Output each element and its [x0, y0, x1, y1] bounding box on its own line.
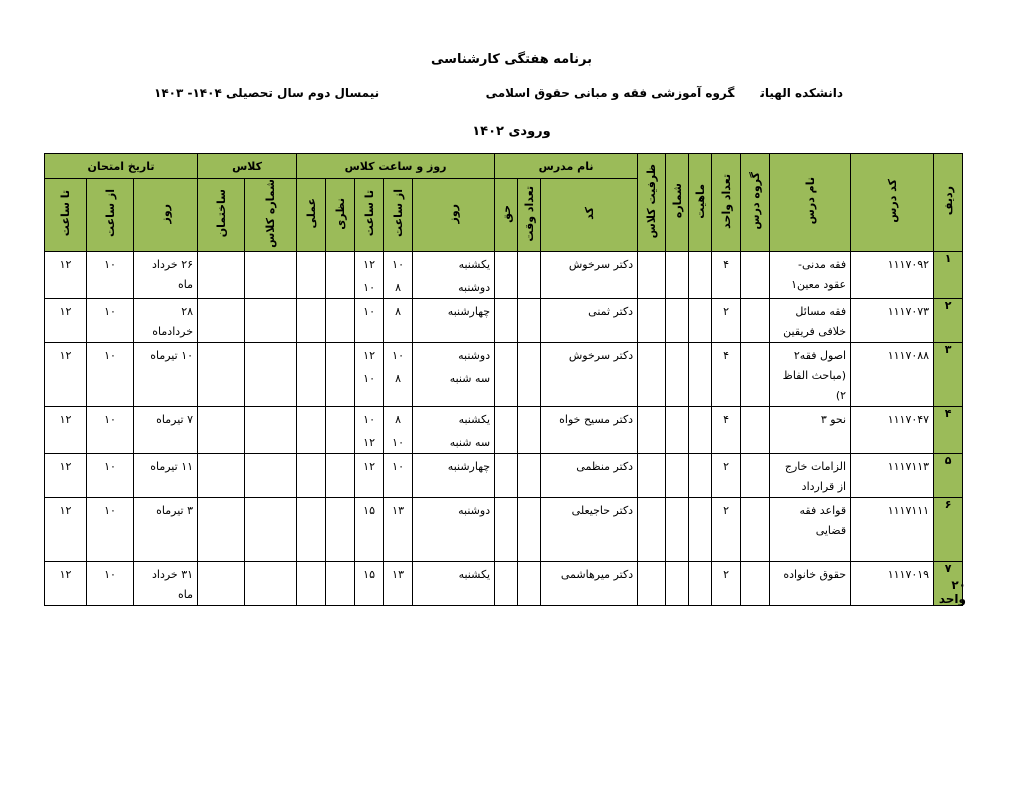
theory-cell — [326, 498, 355, 562]
course-code-text: ۱۱۱۷۰۸۸ — [887, 349, 930, 362]
col-practical: عملی — [297, 179, 326, 252]
class-from-time: ۱۳ — [392, 504, 404, 517]
instructor-text: دکتر حاجیعلی — [571, 504, 634, 517]
class-to — [355, 498, 384, 562]
room-no-cell — [245, 252, 297, 299]
instructor — [541, 498, 638, 562]
theory-cell — [326, 407, 355, 454]
schedule-table — [44, 153, 963, 606]
col-a-cell — [689, 252, 712, 299]
col-code: کد درس — [851, 154, 934, 252]
instructor-units-cell — [518, 252, 541, 299]
exam-date — [134, 299, 198, 343]
exam-date-text: ۲۸ خردادماه — [152, 305, 194, 338]
col-b-cell — [666, 562, 689, 606]
col-exam-date: روز — [134, 179, 198, 252]
course-group — [741, 562, 770, 606]
class-from-time: ۱۰ — [392, 258, 404, 271]
exam-to-text: ۱۲ — [59, 305, 72, 318]
row-number-text: ۱ — [944, 252, 952, 265]
capacity-cell — [638, 252, 666, 299]
class-days — [413, 498, 495, 562]
course-group — [741, 498, 770, 562]
exam-from — [87, 407, 134, 454]
class-day: سه شنبه — [449, 372, 491, 385]
class-from-time: ۱۳ — [392, 568, 404, 581]
exam-from-text: ۱۰ — [104, 504, 116, 517]
exam-to-text: ۱۲ — [59, 258, 72, 271]
col-instructor-units: تعداد وقت — [518, 179, 541, 252]
exam-date-text: ۳۱ خرداد ماه — [151, 568, 194, 601]
class-day: دوشنبه — [458, 504, 491, 517]
practical-cell — [297, 299, 326, 343]
instructor-right-cell — [495, 454, 518, 498]
class-days — [413, 562, 495, 606]
building-cell — [198, 343, 245, 407]
exam-date-text: ۲۶ خرداد ماه — [151, 258, 194, 291]
capacity-cell — [638, 498, 666, 562]
class-day: یکشنبه — [458, 258, 491, 271]
table-row — [45, 498, 963, 562]
course-name-text: اصول فقه۲ (مباحث الفاظ ۲) — [782, 349, 847, 402]
class-to-time: ۱۰ — [363, 372, 375, 385]
row-number-text: ۶ — [944, 498, 952, 511]
course-units-text: ۲ — [723, 460, 730, 473]
instructor-units-cell — [518, 343, 541, 407]
course-name — [770, 407, 851, 454]
course-units-text: ۲ — [723, 305, 730, 318]
building-cell — [198, 498, 245, 562]
exam-to — [45, 562, 87, 606]
course-name-text: قواعد فقه قضایی — [799, 504, 847, 537]
col-to: تا ساعت — [355, 179, 384, 252]
class-day: چهارشنبه — [447, 305, 491, 318]
practical-cell — [297, 498, 326, 562]
building-cell — [198, 454, 245, 498]
col-a-cell — [689, 454, 712, 498]
exam-date-text: ۳ تیرماه — [156, 504, 194, 517]
exam-date-text: ۱۰ تیرماه — [150, 349, 194, 362]
group-schedule: روز و ساعت کلاس — [297, 154, 495, 179]
class-day: یکشنبه — [458, 568, 491, 581]
col-capacity: ظرفیت کلاس — [638, 154, 666, 252]
exam-date-text: ۷ تیرماه — [156, 413, 194, 426]
row-number — [934, 454, 963, 498]
row-number-text: ۴ — [944, 407, 952, 420]
col-units: تعداد واحد — [712, 154, 741, 252]
col-b: شماره — [666, 154, 689, 252]
exam-from-text: ۱۰ — [104, 568, 116, 581]
exam-from-text: ۱۰ — [104, 349, 116, 362]
col-group: گروه درس — [741, 154, 770, 252]
row-number-text: ۵ — [944, 454, 952, 467]
capacity-cell — [638, 343, 666, 407]
col-instructor-right: حق — [495, 179, 518, 252]
col-instructor-code: کد — [541, 179, 638, 252]
class-from — [384, 343, 413, 407]
exam-from — [87, 454, 134, 498]
class-to-time: ۱۲ — [363, 436, 375, 449]
class-to-time: ۱۲ — [363, 349, 375, 362]
theory-cell — [326, 252, 355, 299]
class-from-time: ۸ — [395, 281, 402, 294]
class-from-time: ۸ — [395, 413, 402, 426]
class-days — [413, 299, 495, 343]
row-number — [934, 252, 963, 299]
exam-from-text: ۱۰ — [104, 413, 116, 426]
course-units — [712, 407, 741, 454]
class-from-time: ۱۰ — [392, 436, 404, 449]
instructor-text: دکتر منظمی — [576, 460, 634, 473]
course-name-text: الزامات خارج از قرارداد — [784, 460, 847, 493]
group-instructor: نام مدرس — [495, 154, 638, 179]
table-row — [45, 343, 963, 407]
page-title: برنامه هفتگی کارشناسی — [431, 52, 592, 67]
course-units-text: ۴ — [723, 258, 730, 271]
schedule-body — [45, 252, 963, 606]
class-day: یکشنبه — [458, 413, 491, 426]
col-day: روز — [413, 179, 495, 252]
row-number — [934, 343, 963, 407]
table-row — [45, 299, 963, 343]
col-a-cell — [689, 562, 712, 606]
course-code — [851, 454, 934, 498]
course-name — [770, 343, 851, 407]
table-row — [45, 252, 963, 299]
class-day: دوشنبه — [458, 281, 491, 294]
instructor-right-cell — [495, 343, 518, 407]
course-group — [741, 252, 770, 299]
exam-from — [87, 343, 134, 407]
col-name: نام درس — [770, 154, 851, 252]
room-no-cell — [245, 407, 297, 454]
course-name-text: حقوق خانواده — [783, 568, 847, 581]
total-units: ۲۰ واحد — [938, 578, 966, 606]
practical-cell — [297, 562, 326, 606]
class-to-time: ۱۰ — [363, 305, 375, 318]
class-day: دوشنبه — [458, 349, 491, 362]
entry-year: ورودی ۱۴۰۲ — [472, 124, 551, 139]
col-b-cell — [666, 407, 689, 454]
col-b-cell — [666, 343, 689, 407]
col-b-cell — [666, 299, 689, 343]
practical-cell — [297, 454, 326, 498]
course-code — [851, 407, 934, 454]
instructor — [541, 407, 638, 454]
faculty-name: دانشکده الهیات — [760, 86, 843, 100]
course-group — [741, 454, 770, 498]
exam-to-text: ۱۲ — [59, 460, 72, 473]
course-code-text: ۱۱۱۷۰۴۷ — [887, 413, 930, 426]
course-name — [770, 299, 851, 343]
class-to — [355, 562, 384, 606]
course-name — [770, 498, 851, 562]
exam-to-text: ۱۲ — [59, 504, 72, 517]
course-name-text: فقه مسائل خلافی فریقین — [783, 305, 847, 338]
class-from-time: ۱۰ — [392, 349, 404, 362]
col-exam-from: از ساعت — [87, 179, 134, 252]
table-row — [45, 562, 963, 606]
course-group — [741, 343, 770, 407]
group-class: کلاس — [198, 154, 297, 179]
course-code-text: ۱۱۱۷۰۱۹ — [887, 568, 930, 581]
instructor-right-cell — [495, 252, 518, 299]
theory-cell — [326, 299, 355, 343]
col-a-cell — [689, 407, 712, 454]
exam-to-text: ۱۲ — [59, 568, 72, 581]
theory-cell — [326, 343, 355, 407]
instructor-text: دکتر سرخوش — [568, 349, 634, 362]
theory-cell — [326, 454, 355, 498]
class-to — [355, 454, 384, 498]
exam-date — [134, 343, 198, 407]
row-number-text: ۲ — [944, 299, 952, 312]
class-from — [384, 498, 413, 562]
instructor-right-cell — [495, 299, 518, 343]
capacity-cell — [638, 299, 666, 343]
course-units — [712, 252, 741, 299]
class-to-time: ۱۲ — [363, 460, 375, 473]
course-units — [712, 454, 741, 498]
class-from — [384, 562, 413, 606]
exam-from-text: ۱۰ — [104, 258, 116, 271]
class-to-time: ۱۵ — [363, 568, 375, 581]
room-no-cell — [245, 454, 297, 498]
instructor-units-cell — [518, 299, 541, 343]
exam-to-text: ۱۲ — [59, 349, 72, 362]
practical-cell — [297, 407, 326, 454]
course-units-text: ۴ — [723, 349, 730, 362]
class-from-time: ۱۰ — [392, 460, 404, 473]
course-units — [712, 562, 741, 606]
class-days — [413, 252, 495, 299]
instructor — [541, 299, 638, 343]
course-code — [851, 498, 934, 562]
exam-date — [134, 407, 198, 454]
exam-from — [87, 252, 134, 299]
col-a-cell — [689, 343, 712, 407]
class-to — [355, 343, 384, 407]
col-exam-to: تا ساعت — [45, 179, 87, 252]
course-units-text: ۴ — [723, 413, 730, 426]
exam-to — [45, 454, 87, 498]
row-number — [934, 299, 963, 343]
capacity-cell — [638, 407, 666, 454]
class-day: سه شنبه — [449, 436, 491, 449]
course-units-text: ۲ — [723, 504, 730, 517]
instructor-right-cell — [495, 498, 518, 562]
instructor — [541, 454, 638, 498]
exam-to — [45, 343, 87, 407]
class-from-time: ۸ — [395, 305, 402, 318]
department-name: گروه آموزشی فقه و مبانی حقوق اسلامی — [485, 86, 735, 100]
class-to-time: ۱۰ — [363, 413, 375, 426]
exam-date-text: ۱۱ تیرماه — [150, 460, 194, 473]
col-b-cell — [666, 454, 689, 498]
building-cell — [198, 252, 245, 299]
class-to-time: ۱۰ — [363, 281, 375, 294]
class-to-time: ۱۵ — [363, 504, 375, 517]
class-day: چهارشنبه — [447, 460, 491, 473]
building-cell — [198, 407, 245, 454]
course-units — [712, 299, 741, 343]
course-code — [851, 299, 934, 343]
instructor-text: دکتر مسیح خواه — [559, 413, 634, 426]
capacity-cell — [638, 562, 666, 606]
instructor-text: دکتر سرخوش — [568, 258, 634, 271]
course-code — [851, 343, 934, 407]
semester-label: نیمسال دوم سال تحصیلی ۱۴۰۴- ۱۴۰۳ — [154, 86, 380, 100]
exam-from — [87, 562, 134, 606]
instructor-units-cell — [518, 407, 541, 454]
col-theory: نظری — [326, 179, 355, 252]
col-room-no: شماره کلاس — [245, 179, 297, 252]
exam-date — [134, 498, 198, 562]
class-days — [413, 454, 495, 498]
room-no-cell — [245, 343, 297, 407]
col-from: از ساعت — [384, 179, 413, 252]
row-number-text: ۳ — [944, 343, 952, 356]
practical-cell — [297, 252, 326, 299]
instructor-text: دکتر ثمنی — [588, 305, 634, 318]
row-number-text: ۷ — [944, 562, 952, 575]
course-code-text: ۱۱۱۷۱۱۳ — [887, 460, 930, 473]
table-row — [45, 454, 963, 498]
course-name-text: فقه مدنی- عقود معین۱ — [791, 258, 847, 291]
exam-from — [87, 498, 134, 562]
instructor — [541, 562, 638, 606]
room-no-cell — [245, 562, 297, 606]
col-a: ماهیت — [689, 154, 712, 252]
course-units — [712, 343, 741, 407]
course-code-text: ۱۱۱۷۰۷۳ — [887, 305, 930, 318]
col-b-cell — [666, 498, 689, 562]
course-name — [770, 562, 851, 606]
exam-to — [45, 252, 87, 299]
row-number — [934, 407, 963, 454]
course-name — [770, 454, 851, 498]
class-from — [384, 299, 413, 343]
class-from — [384, 454, 413, 498]
exam-date — [134, 454, 198, 498]
exam-to — [45, 498, 87, 562]
instructor-text: دکتر میرهاشمی — [560, 568, 634, 581]
class-from-time: ۸ — [395, 372, 402, 385]
instructor-units-cell — [518, 454, 541, 498]
building-cell — [198, 299, 245, 343]
course-group — [741, 299, 770, 343]
exam-to-text: ۱۲ — [59, 413, 72, 426]
room-no-cell — [245, 498, 297, 562]
instructor — [541, 252, 638, 299]
exam-date — [134, 562, 198, 606]
course-name — [770, 252, 851, 299]
col-row: ردیف — [934, 154, 963, 252]
instructor-units-cell — [518, 498, 541, 562]
exam-from — [87, 299, 134, 343]
course-group — [741, 407, 770, 454]
exam-from-text: ۱۰ — [104, 305, 116, 318]
class-to — [355, 407, 384, 454]
theory-cell — [326, 562, 355, 606]
class-days — [413, 407, 495, 454]
class-to-time: ۱۲ — [363, 258, 375, 271]
exam-to — [45, 299, 87, 343]
room-no-cell — [245, 299, 297, 343]
course-code-text: ۱۱۱۷۰۹۲ — [887, 258, 930, 271]
course-code — [851, 252, 934, 299]
exam-date — [134, 252, 198, 299]
course-code-text: ۱۱۱۷۱۱۱ — [887, 504, 930, 517]
class-days — [413, 343, 495, 407]
class-to — [355, 252, 384, 299]
col-b-cell — [666, 252, 689, 299]
course-name-text: نحو ۳ — [820, 413, 847, 426]
course-units-text: ۲ — [723, 568, 730, 581]
instructor — [541, 343, 638, 407]
row-number — [934, 498, 963, 562]
capacity-cell — [638, 454, 666, 498]
exam-to — [45, 407, 87, 454]
class-from — [384, 407, 413, 454]
instructor-units-cell — [518, 562, 541, 606]
group-exam: تاریخ امتحان — [45, 154, 198, 179]
instructor-right-cell — [495, 407, 518, 454]
practical-cell — [297, 343, 326, 407]
col-a-cell — [689, 498, 712, 562]
course-units — [712, 498, 741, 562]
class-to — [355, 299, 384, 343]
class-from — [384, 252, 413, 299]
table-row — [45, 407, 963, 454]
instructor-right-cell — [495, 562, 518, 606]
building-cell — [198, 562, 245, 606]
exam-from-text: ۱۰ — [104, 460, 116, 473]
col-a-cell — [689, 299, 712, 343]
faculty-line — [486, 86, 843, 100]
col-building: ساختمان — [198, 179, 245, 252]
